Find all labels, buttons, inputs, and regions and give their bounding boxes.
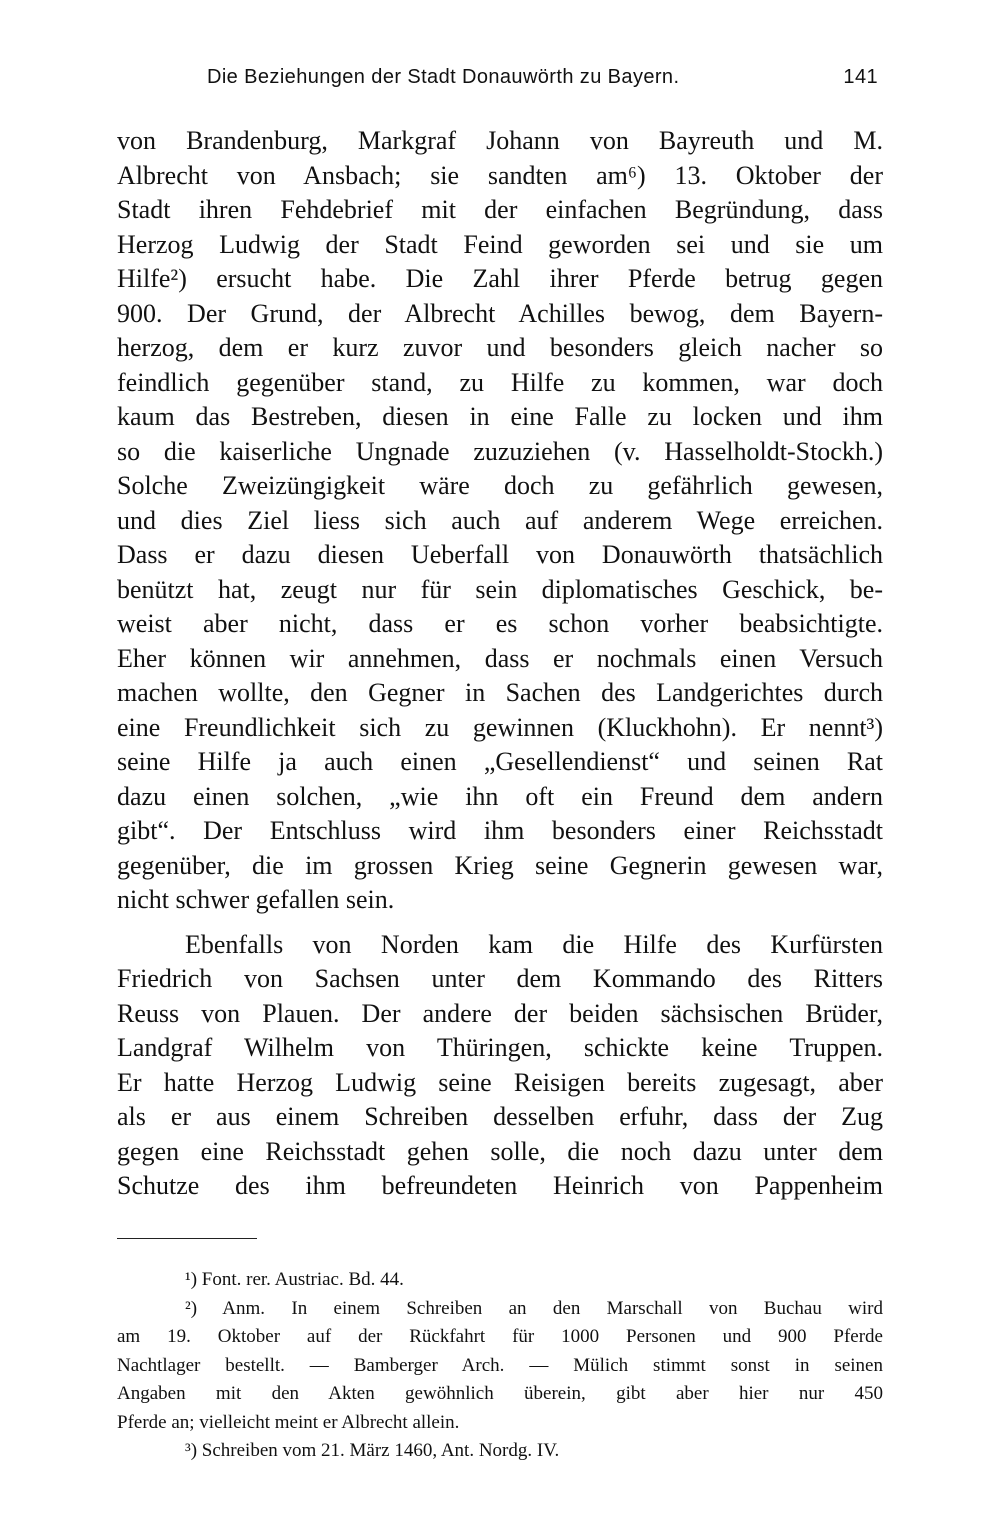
footnote-line: ²) Anm. In einem Schreiben an den Marschall von Buchau wird xyxy=(185,1297,883,1319)
text-line: Friedrich von Sachsen unter dem Kommando des Ritters xyxy=(117,964,883,993)
text-line: Solche Zweizüngigkeit wäre doch zu gefährlich gewesen, xyxy=(117,471,883,500)
text-line: und dies Ziel liess sich auch auf anderem Wege erreichen. xyxy=(117,505,883,535)
text-line: dazu einen solchen, „wie ihn oft ein Freund dem andern xyxy=(117,781,883,811)
text-line: Dass er dazu diesen Ueberfall von Donauwörth thatsächlich xyxy=(117,540,883,569)
footnote-1 xyxy=(117,1266,883,1295)
text-line: herzog, dem er kurz zuvor und besonders gleich nacher so xyxy=(117,333,883,362)
footnote-line: am 19. Oktober auf der Rückfahrt für 1000 Personen und 900 Pferde xyxy=(117,1326,883,1347)
text-line: benützt hat, zeugt nur für sein diplomatisches Geschick, be- xyxy=(117,574,883,604)
footnote-line: Pferde an; vielleicht meint er Albrecht allein. xyxy=(117,1411,460,1433)
text-line: Hilfe²) ersucht habe. Die Zahl ihrer Pferde betrug gegen xyxy=(117,264,883,293)
text-line: feindlich gegenüber stand, zu Hilfe zu kommen, war doch xyxy=(117,367,883,397)
text-line: gegenüber, die im grossen Krieg seine Gegnerin gewesen war, xyxy=(117,850,883,880)
paragraph xyxy=(117,928,883,1204)
footnote-line: ³) Schreiben vom 21. März 1460, Ant. Nordg. IV. xyxy=(185,1440,560,1461)
page-number: 141 xyxy=(843,66,878,88)
text-line: nicht schwer gefallen sein. xyxy=(117,885,395,914)
text-line: kaum das Bestreben, diesen in eine Falle zu locken und ihm xyxy=(117,402,883,431)
body-text xyxy=(117,124,883,1204)
running-head xyxy=(117,66,883,100)
footnote-3 xyxy=(117,1437,883,1466)
footnotes xyxy=(117,1266,883,1466)
paragraph-gap xyxy=(117,918,883,928)
text-line: weist aber nicht, dass er es schon vorher beabsichtigte. xyxy=(117,609,883,638)
text-line: Herzog Ludwig der Stadt Feind geworden sei und sie um xyxy=(117,229,883,259)
text-line: so die kaiserliche Ungnade zuzuziehen (v. Hasselholdt-Stockh.) xyxy=(117,436,883,466)
text-line: Er hatte Herzog Ludwig seine Reisigen bereits zugesagt, aber xyxy=(117,1067,883,1097)
text-line: Schutze des ihm befreundeten Heinrich von Pappenheim xyxy=(117,1171,883,1200)
running-title: Die Beziehungen der Stadt Donauwörth zu Bayern. xyxy=(207,66,680,88)
footnote-line: Angaben mit den Akten gewöhnlich überein, gibt aber hier nur 450 xyxy=(117,1383,883,1404)
paragraph xyxy=(117,124,883,918)
book-page xyxy=(117,0,883,1538)
text-line: eine Freundlichkeit sich zu gewinnen (Kluckhohn). Er nennt³) xyxy=(117,712,883,742)
text-line: als er aus einem Schreiben desselben erfuhr, dass der Zug xyxy=(117,1102,883,1131)
footnote-line: Nachtlager bestellt. — Bamberger Arch. — Mülich stimmt sonst in seinen xyxy=(117,1354,883,1376)
text-line: Eher können wir annehmen, dass er nochmals einen Versuch xyxy=(117,643,883,673)
text-line: Landgraf Wilhelm von Thüringen, schickte keine Truppen. xyxy=(117,1033,883,1062)
text-line: machen wollte, den Gegner in Sachen des Landgerichtes durch xyxy=(117,678,883,707)
text-line: seine Hilfe ja auch einen „Gesellendienst“ und seinen Rat xyxy=(117,747,883,776)
text-line: 900. Der Grund, der Albrecht Achilles bewog, dem Bayern- xyxy=(117,298,883,328)
text-line: von Brandenburg, Markgraf Johann von Bayreuth und M. xyxy=(117,126,883,155)
text-line: Albrecht von Ansbach; sie sandten am⁶) 13. Oktober der xyxy=(117,160,883,190)
footnote-rule xyxy=(117,1238,257,1239)
text-line: Ebenfalls von Norden kam die Hilfe des Kurfürsten xyxy=(185,929,883,959)
text-line: Reuss von Plauen. Der andere der beiden sächsischen Brüder, xyxy=(117,998,883,1028)
text-line: gegen eine Reichsstadt gehen solle, die noch dazu unter dem xyxy=(117,1136,883,1166)
footnote-line: ¹) Font. rer. Austriac. Bd. 44. xyxy=(185,1269,404,1290)
footnote-2 xyxy=(117,1295,883,1438)
text-line: Stadt ihren Fehdebrief mit der einfachen Begründung, dass xyxy=(117,195,883,224)
text-line: gibt“. Der Entschluss wird ihm besonders einer Reichsstadt xyxy=(117,816,883,845)
